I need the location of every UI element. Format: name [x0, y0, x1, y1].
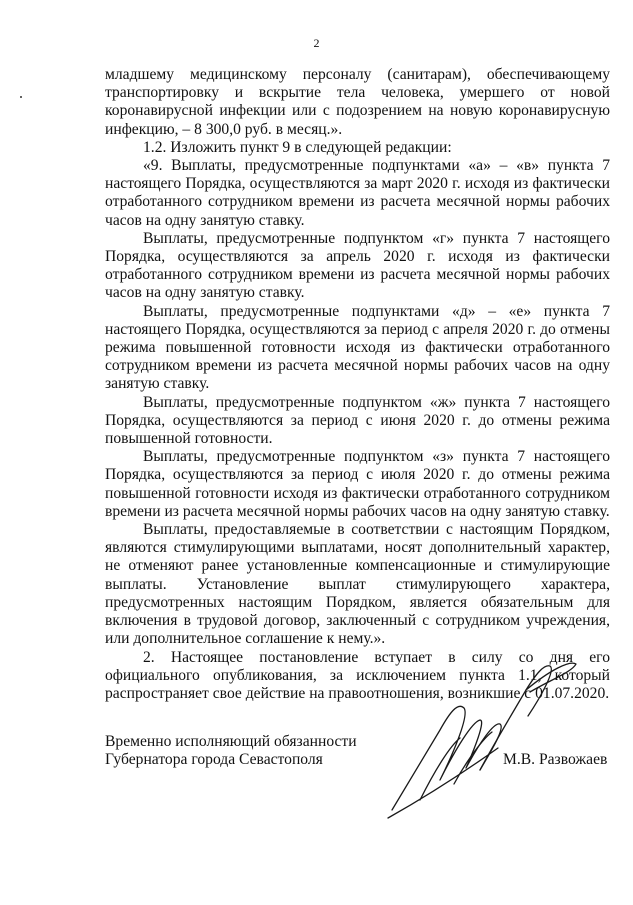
signatory-position: [105, 733, 357, 769]
handwritten-signature: [380, 650, 580, 820]
stray-mark: [20, 96, 22, 98]
paragraph-continuation: младшему медицинскому персоналу (санитарам), обеспечивающему транспортировку и вскрытие тела человека, умершего от новой коронавирусной инфекции или с подозрением на новую коронавирусную инфекцию, – 8 300,0 руб. в месяц.».: [105, 66, 610, 138]
paragraph-item-9: «9. Выплаты, предусмотренные подпунктами «а» – «в» пункта 7 настоящего Порядка, осуществляются за март 2020 г. исходя из фактически отработанного сотрудником времени из расчета месячной нормы рабочих часов на одну занятую ставку.: [105, 157, 610, 229]
signatory-name: М.В. Развожаев: [503, 751, 608, 768]
paragraph-item-2: 2. Настоящее постановление вступает в силу со дня его официального опубликования, за исключением пункта 1.1, который распространяет свое действие на правоотношения, возникшие с 01.07.2020.: [105, 648, 610, 702]
document-body: [105, 66, 610, 703]
paragraph-subitem-zh: Выплаты, предусмотренные подпунктом «ж» пункта 7 настоящего Порядка, осуществляются за период с июня 2020 г. до отмены режима повышенной готовности.: [105, 393, 610, 448]
paragraph-item-1-2: 1.2. Изложить пункт 9 в следующей редакции:: [143, 138, 452, 156]
paragraph-subitem-g: Выплаты, предусмотренные подпунктом «г» пункта 7 настоящего Порядка, осуществляются за апрель 2020 г. исходя из фактически отработанного сотрудником времени из расчета месячной нормы рабочих часов на одну занятую ставку.: [105, 229, 610, 302]
signatory-position-line-2: Губернатора города Севастополя: [105, 751, 323, 769]
signatory-position-line-1: Временно исполняющий обязанности: [105, 733, 357, 750]
paragraph-incentive-payments: Выплаты, предоставляемые в соответствии с настоящим Порядком, являются стимулирующими выплатами, носят дополнительный характер, не отменяют ранее установленные компенсационные и стимулирующие выплаты. Установление выплат стимулирующего характера, предусмотренных настоящим Порядком, является обязательным для включения в трудовой договор, заключенный с сотрудником учреждения, или дополнительное соглашение к нему.».: [105, 521, 610, 648]
page-number: 2: [313, 36, 320, 50]
paragraph-subitem-d-e: Выплаты, предусмотренные подпунктами «д» – «е» пункта 7 настоящего Порядка, осуществляются за период с апреля 2020 г. до отмены режима повышенной готовности исходя из фактически отработанного сотрудником времени из расчета месячной нормы рабочих часов на одну занятую ставку.: [105, 302, 610, 393]
paragraph-subitem-z: Выплаты, предусмотренные подпунктом «з» пункта 7 настоящего Порядка, осуществляются за период с июля 2020 г. до отмены режима повышенной готовности исходя из фактически отработанного сотрудником времени из расчета месячной нормы рабочих часов на одну занятую ставку.: [105, 448, 610, 520]
